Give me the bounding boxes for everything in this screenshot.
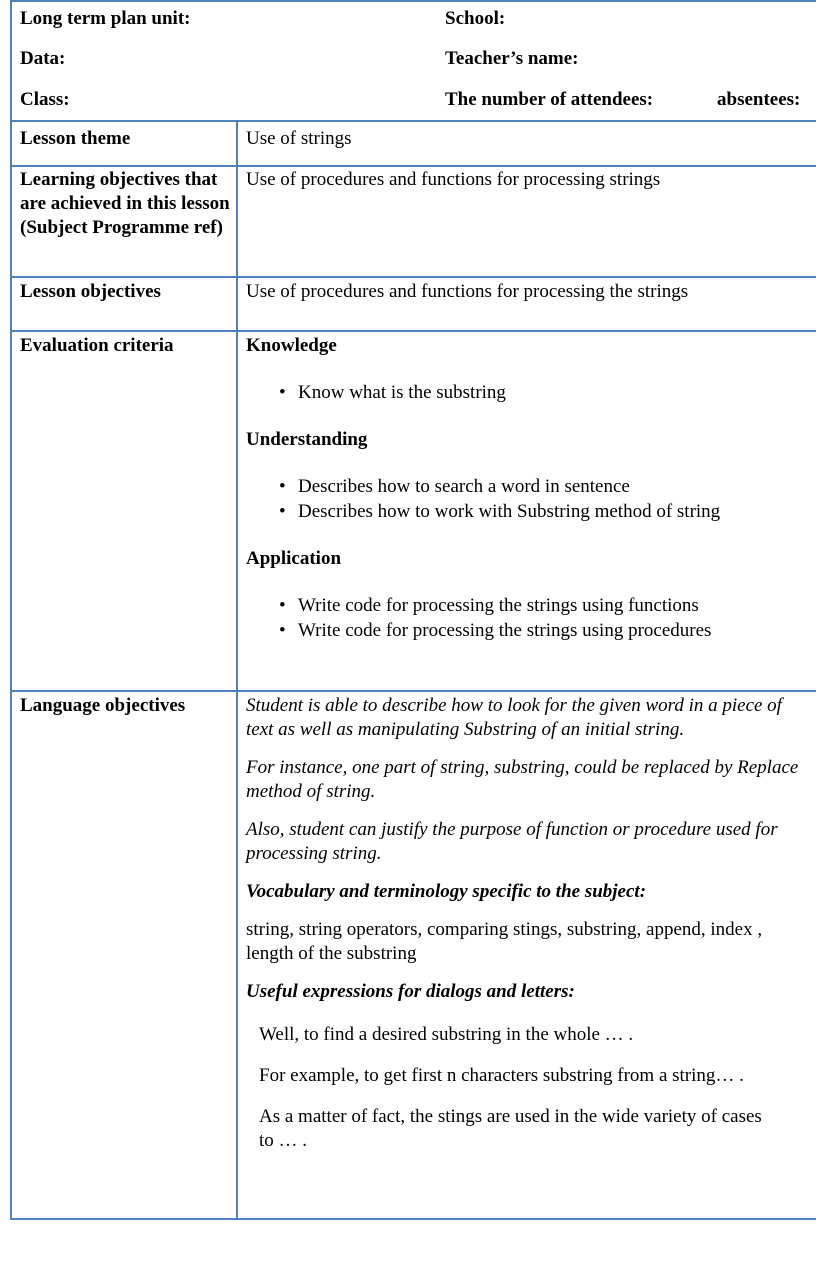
understanding-heading: Understanding [246, 429, 368, 450]
header-block [12, 2, 816, 122]
list-item: • Write code for processing the strings using functions [279, 595, 699, 616]
language-objectives-label: Language objectives [20, 695, 186, 716]
school-label: School: [445, 8, 506, 29]
list-item: • Write code for processing the strings using procedures [279, 620, 712, 641]
row-divider [12, 276, 816, 278]
row-divider [12, 330, 816, 332]
lesson-theme-label: Lesson theme [20, 128, 131, 149]
list-item: • Describes how to search a word in sentence [279, 476, 630, 497]
language-paragraph: For instance, one part of string, substring, could be replaced by Replace method of string. [246, 757, 799, 802]
class-label: Class: [20, 89, 70, 110]
expressions-heading: Useful expressions for dialogs and letters: [246, 981, 575, 1002]
learning-objectives-value: Use of procedures and functions for processing strings [246, 169, 661, 190]
lesson-plan-table [10, 0, 816, 1220]
evaluation-criteria-content [246, 334, 806, 643]
knowledge-heading: Knowledge [246, 335, 337, 356]
list-item: • Describes how to work with Substring method of string [279, 501, 721, 522]
application-heading: Application [246, 548, 342, 569]
learning-objectives-label: Learning objectives that are achieved in this lesson (Subject Programme ref) [20, 169, 230, 238]
data-label: Data: [20, 48, 66, 69]
expression-line: Well, to find a desired substring in the whole … . [259, 1024, 634, 1045]
lesson-objectives-label: Lesson objectives [20, 281, 161, 302]
vocabulary-heading: Vocabulary and terminology specific to the subject: [246, 881, 647, 902]
language-paragraph: Also, student can justify the purpose of function or procedure used for processing string. [246, 819, 778, 864]
language-paragraph: Student is able to describe how to look for the given word in a piece of text as well as manipulating Substring of an initial string. [246, 695, 782, 740]
expression-line: For example, to get first n characters substring from a string… . [259, 1065, 744, 1086]
language-objectives-content [246, 694, 806, 1153]
row-divider [12, 165, 816, 167]
lesson-theme-value: Use of strings [246, 128, 352, 149]
knowledge-list [246, 380, 806, 405]
teacher-name-label: Teacher’s name: [445, 48, 579, 69]
absentees-label: absentees: [717, 89, 801, 110]
expression-line: As a matter of fact, the stings are used in the wide variety of cases to … . [259, 1106, 762, 1151]
long-term-plan-label: Long term plan unit: [20, 8, 191, 29]
application-list [246, 593, 806, 643]
attendees-label: The number of attendees: [445, 89, 654, 110]
vocabulary-text: string, string operators, comparing stings, substring, append, index , length of the substring [246, 919, 763, 964]
lesson-objectives-value: Use of procedures and functions for processing the strings [246, 281, 689, 302]
evaluation-criteria-label: Evaluation criteria [20, 335, 174, 356]
understanding-list [246, 474, 806, 524]
list-item: • Know what is the substring [279, 382, 506, 403]
column-divider [236, 122, 238, 1218]
row-divider [12, 690, 816, 692]
